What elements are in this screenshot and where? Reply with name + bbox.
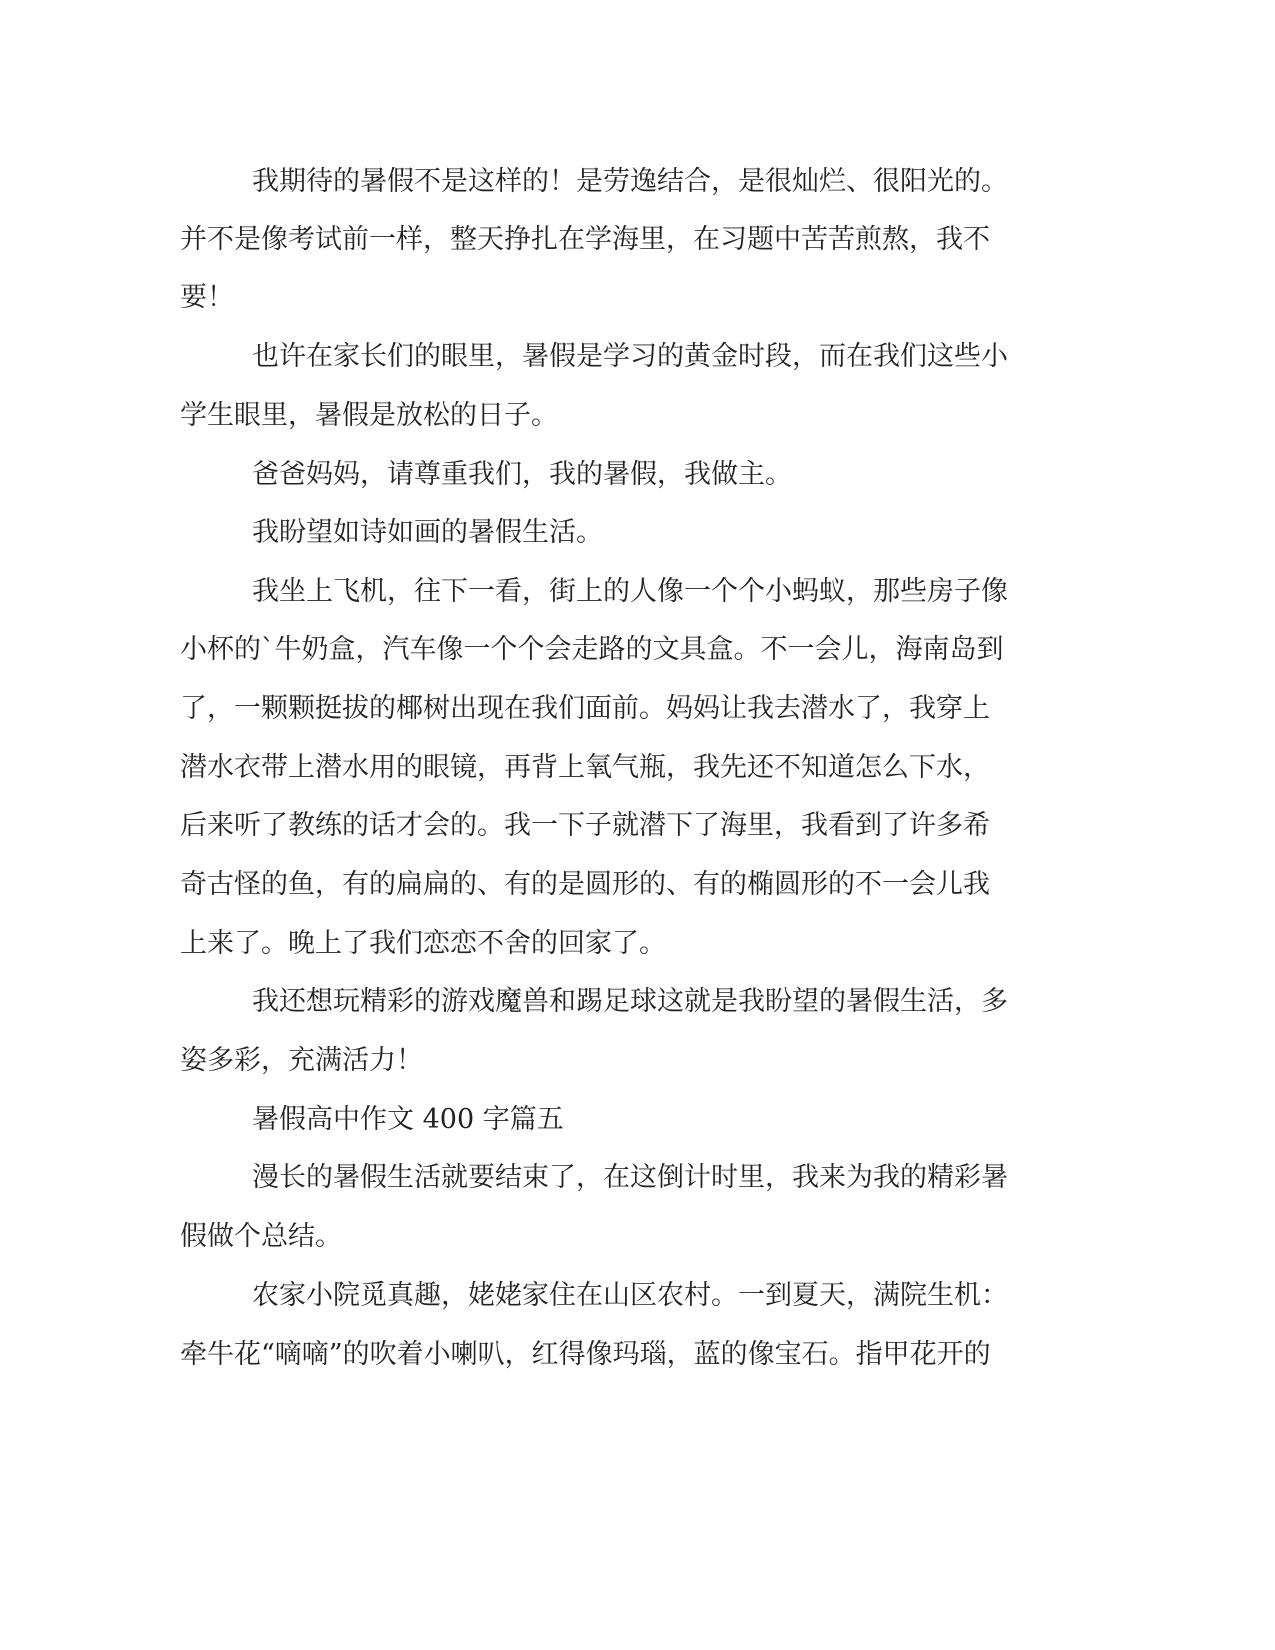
paragraph-line: 要！ [180, 282, 234, 313]
paragraph-line: 农家小院觅真趣，姥姥家住在山区农村。一到夏天，满院生机： [252, 1280, 1008, 1311]
paragraph-line: 牵牛花“嘀嘀”的吹着小喇叭，红得像玛瑙，蓝的像宝石。指甲花开的 [180, 1339, 991, 1370]
paragraph-line: 我还想玩精彩的游戏魔兽和踢足球这就是我盼望的暑假生活，多 [252, 986, 1008, 1017]
paragraph-line: 我盼望如诗如画的暑假生活。 [252, 517, 603, 548]
paragraph-line: 后来听了教练的话才会的。我一下子就潜下了海里，我看到了许多希 [180, 810, 990, 841]
paragraph-line: 潜水衣带上潜水用的眼镜，再背上氧气瓶，我先还不知道怎么下水， [180, 752, 990, 783]
paragraph-line: 并不是像考试前一样，整天挣扎在学海里，在习题中苦苦煎熬，我不 [180, 224, 990, 255]
paragraph-line: 小杯的`牛奶盒，汽车像一个个会走路的文具盒。不一会儿，海南岛到 [180, 634, 1004, 665]
paragraph-line: 我期待的暑假不是这样的！是劳逸结合，是很灿烂、很阳光的。 [252, 166, 1008, 197]
paragraph-line: 姿多彩，充满活力！ [180, 1045, 423, 1076]
paragraph-line: 上来了。晚上了我们恋恋不舍的回家了。 [180, 928, 666, 959]
paragraph-line: 漫长的暑假生活就要结束了，在这倒计时里，我来为我的精彩暑 [252, 1162, 1008, 1193]
paragraph-line: 我坐上飞机，往下一看，街上的人像一个个小蚂蚁，那些房子像 [252, 576, 1008, 607]
paragraph-line: 了，一颗颗挺拔的椰树出现在我们面前。妈妈让我去潜水了，我穿上 [180, 693, 990, 724]
paragraph-line: 奇古怪的鱼，有的扁扁的、有的是圆形的、有的椭圆形的不一会儿我 [180, 869, 990, 900]
paragraph-line: 也许在家长们的眼里，暑假是学习的黄金时段，而在我们这些小 [252, 341, 1008, 372]
paragraph-line: 爸爸妈妈，请尊重我们，我的暑假，我做主。 [252, 459, 792, 490]
section-heading: 暑假高中作文 400 字篇五 [252, 1104, 564, 1135]
paragraph-line: 学生眼里，暑假是放松的日子。 [180, 400, 558, 431]
paragraph-line: 假做个总结。 [180, 1221, 342, 1252]
